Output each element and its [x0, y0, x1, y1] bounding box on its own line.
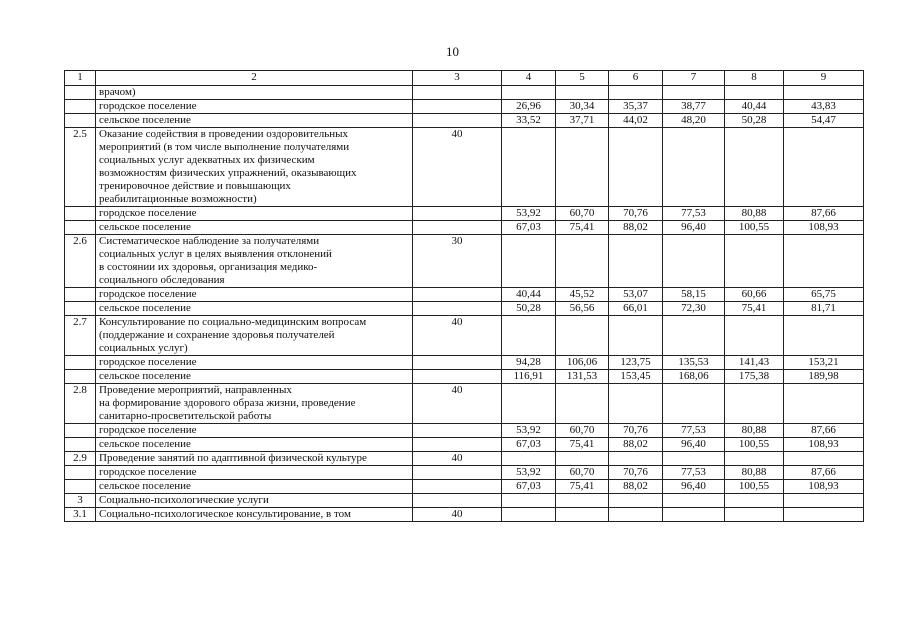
row-code — [65, 207, 96, 221]
row-value — [784, 235, 864, 288]
row-description: сельское поселение — [96, 221, 413, 235]
row-value: 175,38 — [725, 370, 784, 384]
row-value: 87,66 — [784, 466, 864, 480]
row-norm — [413, 424, 502, 438]
row-value: 135,53 — [663, 356, 725, 370]
row-value: 44,02 — [609, 114, 663, 128]
table-row — [65, 438, 864, 452]
row-code: 3.1 — [65, 508, 96, 522]
row-description: городское поселение — [96, 466, 413, 480]
row-value — [725, 86, 784, 100]
row-norm: 40 — [413, 128, 502, 207]
row-value: 87,66 — [784, 207, 864, 221]
row-description: Систематическое наблюдение за получателями социальных услуг в целях выявления отклонений в состоянии их здоровья, организация медико- социального обследования — [96, 235, 413, 288]
table-row — [65, 207, 864, 221]
row-value — [502, 86, 556, 100]
column-header: 1 — [65, 71, 96, 86]
row-value — [784, 494, 864, 508]
row-value: 67,03 — [502, 480, 556, 494]
row-value: 80,88 — [725, 424, 784, 438]
row-code: 2.5 — [65, 128, 96, 207]
row-norm — [413, 494, 502, 508]
row-norm: 40 — [413, 508, 502, 522]
row-value: 38,77 — [663, 100, 725, 114]
table-row — [65, 128, 864, 207]
row-value: 45,52 — [556, 288, 609, 302]
row-value: 168,06 — [663, 370, 725, 384]
row-norm — [413, 221, 502, 235]
row-description: городское поселение — [96, 288, 413, 302]
row-value: 141,43 — [725, 356, 784, 370]
row-value: 30,34 — [556, 100, 609, 114]
row-code — [65, 480, 96, 494]
row-value — [784, 508, 864, 522]
row-value: 153,45 — [609, 370, 663, 384]
row-norm: 40 — [413, 452, 502, 466]
table-row — [65, 384, 864, 424]
row-code — [65, 424, 96, 438]
row-value: 65,75 — [784, 288, 864, 302]
row-value — [609, 452, 663, 466]
row-value — [663, 508, 725, 522]
table-row — [65, 100, 864, 114]
row-value — [784, 452, 864, 466]
row-value: 100,55 — [725, 480, 784, 494]
row-norm — [413, 356, 502, 370]
row-norm: 40 — [413, 384, 502, 424]
row-description: Оказание содействия в проведении оздоровительных мероприятий (в том числе выполнение получателями социальных услуг адекватных их физическим возможностям физических упражнений, оказывающих тренировочное действие и повышающих реабилитационные возможности) — [96, 128, 413, 207]
row-value — [725, 128, 784, 207]
row-norm — [413, 370, 502, 384]
row-value: 88,02 — [609, 221, 663, 235]
row-description: врачом) — [96, 86, 413, 100]
row-norm — [413, 480, 502, 494]
table-row — [65, 452, 864, 466]
row-description: городское поселение — [96, 100, 413, 114]
row-code: 3 — [65, 494, 96, 508]
table-row — [65, 316, 864, 356]
row-value: 108,93 — [784, 438, 864, 452]
row-value: 131,53 — [556, 370, 609, 384]
row-value — [609, 384, 663, 424]
table-row — [65, 508, 864, 522]
row-value: 123,75 — [609, 356, 663, 370]
row-value — [663, 384, 725, 424]
table-row — [65, 235, 864, 288]
row-value: 189,98 — [784, 370, 864, 384]
column-header: 9 — [784, 71, 864, 86]
row-value: 94,28 — [502, 356, 556, 370]
row-code — [65, 221, 96, 235]
row-value — [609, 494, 663, 508]
row-value: 37,71 — [556, 114, 609, 128]
row-description: городское поселение — [96, 424, 413, 438]
row-value: 67,03 — [502, 221, 556, 235]
row-value — [663, 235, 725, 288]
row-value — [502, 316, 556, 356]
row-value: 53,92 — [502, 207, 556, 221]
row-value: 54,47 — [784, 114, 864, 128]
row-value — [502, 235, 556, 288]
column-header: 2 — [96, 71, 413, 86]
row-value — [556, 452, 609, 466]
row-value: 48,20 — [663, 114, 725, 128]
row-value — [725, 235, 784, 288]
row-norm — [413, 100, 502, 114]
row-value: 116,91 — [502, 370, 556, 384]
row-value: 96,40 — [663, 221, 725, 235]
row-value: 80,88 — [725, 207, 784, 221]
row-value — [663, 316, 725, 356]
row-value: 56,56 — [556, 302, 609, 316]
row-value: 53,92 — [502, 424, 556, 438]
row-description: Социально-психологическое консультирование, в том — [96, 508, 413, 522]
row-value: 75,41 — [556, 480, 609, 494]
row-value — [663, 128, 725, 207]
row-description: Проведение мероприятий, направленных на формирование здорового образа жизни, проведение санитарно-просветительской работы — [96, 384, 413, 424]
row-code: 2.6 — [65, 235, 96, 288]
row-value: 60,70 — [556, 424, 609, 438]
row-norm — [413, 438, 502, 452]
row-value: 88,02 — [609, 480, 663, 494]
row-value: 72,30 — [663, 302, 725, 316]
row-value: 26,96 — [502, 100, 556, 114]
row-value: 75,41 — [725, 302, 784, 316]
row-value: 60,66 — [725, 288, 784, 302]
row-value: 77,53 — [663, 207, 725, 221]
row-value — [609, 508, 663, 522]
row-norm — [413, 288, 502, 302]
row-value: 33,52 — [502, 114, 556, 128]
row-norm: 30 — [413, 235, 502, 288]
row-description: Проведение занятий по адаптивной физической культуре — [96, 452, 413, 466]
row-value: 50,28 — [725, 114, 784, 128]
table-row — [65, 114, 864, 128]
column-header: 8 — [725, 71, 784, 86]
row-value: 66,01 — [609, 302, 663, 316]
row-value: 70,76 — [609, 466, 663, 480]
row-value — [502, 508, 556, 522]
row-description: Социально-психологические услуги — [96, 494, 413, 508]
row-code: 2.7 — [65, 316, 96, 356]
table-row — [65, 302, 864, 316]
row-code — [65, 356, 96, 370]
row-norm — [413, 114, 502, 128]
table-row — [65, 356, 864, 370]
tariff-table — [64, 70, 864, 522]
row-code — [65, 100, 96, 114]
row-value: 75,41 — [556, 221, 609, 235]
row-value — [609, 128, 663, 207]
row-code — [65, 370, 96, 384]
row-value: 35,37 — [609, 100, 663, 114]
row-value: 87,66 — [784, 424, 864, 438]
row-value — [725, 384, 784, 424]
row-value: 80,88 — [725, 466, 784, 480]
row-code — [65, 86, 96, 100]
row-value: 88,02 — [609, 438, 663, 452]
row-value: 96,40 — [663, 480, 725, 494]
row-value: 53,92 — [502, 466, 556, 480]
row-value: 70,76 — [609, 424, 663, 438]
row-value — [784, 86, 864, 100]
row-value: 58,15 — [663, 288, 725, 302]
row-value: 77,53 — [663, 466, 725, 480]
row-value: 81,71 — [784, 302, 864, 316]
row-value — [725, 494, 784, 508]
row-code: 2.9 — [65, 452, 96, 466]
row-value — [784, 128, 864, 207]
row-value — [725, 508, 784, 522]
row-value: 75,41 — [556, 438, 609, 452]
row-value: 100,55 — [725, 438, 784, 452]
column-header: 3 — [413, 71, 502, 86]
page-number: 10 — [446, 44, 459, 59]
row-norm: 40 — [413, 316, 502, 356]
column-header: 7 — [663, 71, 725, 86]
row-value — [784, 384, 864, 424]
table-row — [65, 424, 864, 438]
row-norm — [413, 207, 502, 221]
column-header: 6 — [609, 71, 663, 86]
row-description: сельское поселение — [96, 114, 413, 128]
column-header: 4 — [502, 71, 556, 86]
row-code — [65, 288, 96, 302]
row-value: 70,76 — [609, 207, 663, 221]
row-code — [65, 302, 96, 316]
row-value — [556, 128, 609, 207]
row-value: 108,93 — [784, 221, 864, 235]
row-description: сельское поселение — [96, 370, 413, 384]
table-row — [65, 288, 864, 302]
row-description: сельское поселение — [96, 480, 413, 494]
table-row — [65, 221, 864, 235]
row-value: 60,70 — [556, 207, 609, 221]
row-value: 106,06 — [556, 356, 609, 370]
row-norm — [413, 302, 502, 316]
row-value: 96,40 — [663, 438, 725, 452]
row-value: 67,03 — [502, 438, 556, 452]
row-description: сельское поселение — [96, 302, 413, 316]
row-value — [502, 384, 556, 424]
column-header: 5 — [556, 71, 609, 86]
row-value: 153,21 — [784, 356, 864, 370]
row-value: 43,83 — [784, 100, 864, 114]
row-description: Консультирование по социально-медицинским вопросам (поддержание и сохранение здоровья получателей социальных услуг) — [96, 316, 413, 356]
row-value — [502, 452, 556, 466]
row-code: 2.8 — [65, 384, 96, 424]
row-value — [609, 316, 663, 356]
row-value — [609, 235, 663, 288]
row-code — [65, 114, 96, 128]
row-value: 40,44 — [725, 100, 784, 114]
table-header-row — [65, 71, 864, 86]
row-value — [556, 235, 609, 288]
row-description: городское поселение — [96, 207, 413, 221]
table-row — [65, 370, 864, 384]
row-value: 60,70 — [556, 466, 609, 480]
table-row — [65, 86, 864, 100]
row-value: 40,44 — [502, 288, 556, 302]
row-value — [556, 384, 609, 424]
row-value — [556, 316, 609, 356]
row-code — [65, 466, 96, 480]
row-value: 50,28 — [502, 302, 556, 316]
row-value: 77,53 — [663, 424, 725, 438]
row-value — [502, 494, 556, 508]
row-value — [556, 494, 609, 508]
row-value — [663, 452, 725, 466]
row-norm — [413, 466, 502, 480]
row-value: 108,93 — [784, 480, 864, 494]
row-value — [725, 452, 784, 466]
row-value: 100,55 — [725, 221, 784, 235]
row-value — [556, 86, 609, 100]
row-value — [725, 316, 784, 356]
row-value — [609, 86, 663, 100]
row-value — [663, 86, 725, 100]
row-value — [784, 316, 864, 356]
table-row — [65, 480, 864, 494]
row-code — [65, 438, 96, 452]
row-value: 53,07 — [609, 288, 663, 302]
row-norm — [413, 86, 502, 100]
row-value — [663, 494, 725, 508]
table-row — [65, 466, 864, 480]
table-row — [65, 494, 864, 508]
row-value — [502, 128, 556, 207]
row-description: городское поселение — [96, 356, 413, 370]
row-description: сельское поселение — [96, 438, 413, 452]
row-value — [556, 508, 609, 522]
